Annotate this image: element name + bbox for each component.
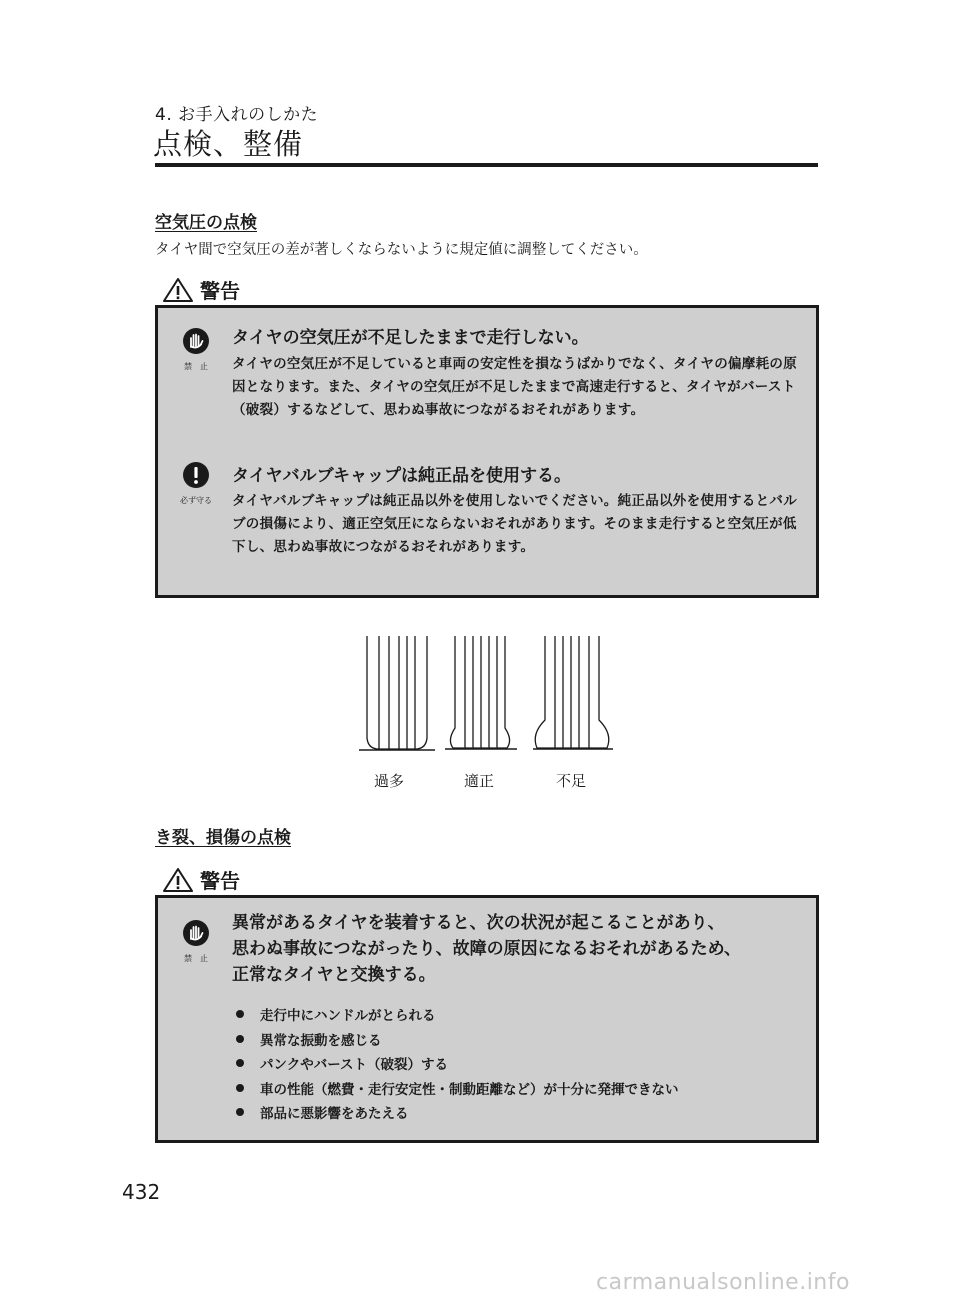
warning-item-heading [232, 910, 741, 988]
warning-panel-air-pressure [155, 305, 819, 598]
warning-header [162, 865, 240, 894]
tire-proper [445, 636, 517, 749]
heading-line: 異常があるタイヤを装着すると、次の状況が起こることがあり、 [232, 913, 725, 933]
prohibited-hand-icon [181, 326, 211, 356]
tire-overinflated [359, 636, 435, 750]
list-item-text: 部品に悪影響をあたえる [260, 1106, 409, 1123]
bullet-icon [236, 1035, 244, 1043]
prohibited-mark [176, 326, 216, 372]
list-item [232, 1100, 679, 1125]
warning-item-body: タイヤバルブキャップは純正品以外を使用しないでください。純正品以外を使用するとバルブの損傷により、適正空気圧にならないおそれがあります。そのまま走行すると空気圧が低下し、思わぬ事故につながるおそれがあります。 [232, 493, 797, 555]
warning-label: 警告 [200, 279, 240, 303]
watermark: carmanualsonline.info [596, 1270, 850, 1295]
chapter-label: 4. お手入れのしかた [155, 105, 319, 125]
warning-triangle-icon [162, 277, 194, 303]
prohibited-hand-icon [181, 918, 211, 948]
list-item-text: 車の性能（燃費・走行安定性・制動距離など）が十分に発揮できない [260, 1081, 679, 1098]
list-item-text: 異常な振動を感じる [260, 1032, 382, 1049]
list-item [232, 1051, 679, 1076]
tire-label-proper: 適正 [464, 772, 495, 790]
warning-label: 警告 [200, 869, 240, 893]
warning-panel-damage [155, 895, 819, 1143]
title-divider [155, 163, 818, 167]
section-heading-air-pressure: 空気圧の点検 [155, 213, 257, 233]
mandatory-mark [176, 460, 216, 506]
heading-line: 正常なタイヤと交換する。 [232, 965, 436, 985]
tire-pressure-figure [355, 628, 625, 763]
warning-item-heading: タイヤの空気圧が不足したままで走行しない。 [232, 328, 589, 348]
list-item-text: パンクやバースト（破裂）する [260, 1057, 449, 1074]
bullet-icon [236, 1084, 244, 1092]
mark-label: 禁 止 [184, 362, 208, 371]
heading-line: 思わぬ事故につながったり、故障の原因になるおそれがあるため、 [232, 939, 741, 959]
page-title: 点検、整備 [153, 127, 304, 161]
warning-item-body: タイヤの空気圧が不足していると車両の安定性を損なうばかりでなく、タイヤの偏摩耗の原因となります。また、タイヤの空気圧が不足したままで高速走行すると、タイヤがバースト（破裂）するなどして、思わぬ事故につながるおそれがあります。 [232, 356, 797, 418]
bullet-icon [236, 1108, 244, 1116]
mark-label: 禁 止 [184, 954, 208, 963]
section-heading-damage: き裂、損傷の点検 [155, 828, 291, 848]
warning-triangle-icon [162, 867, 194, 893]
consequence-list [232, 1002, 679, 1125]
warning-header [162, 275, 240, 304]
list-item-text: 走行中にハンドルがとられる [260, 1008, 436, 1025]
page-number: 432 [122, 1180, 161, 1204]
warning-item-heading: タイヤバルブキャップは純正品を使用する。 [232, 466, 571, 486]
bullet-icon [236, 1059, 244, 1067]
list-item [232, 1076, 679, 1101]
list-item [232, 1027, 679, 1052]
list-item [232, 1002, 679, 1027]
tire-underinflated [533, 636, 613, 749]
prohibited-mark [176, 918, 216, 964]
bullet-icon [236, 1010, 244, 1018]
tire-label-under: 不足 [556, 772, 587, 790]
mark-label: 必ず守る [180, 496, 212, 505]
tire-label-over: 過多 [374, 772, 405, 790]
exclamation-circle-icon [181, 460, 211, 490]
section-description: タイヤ間で空気圧の差が著しくならないように規定値に調整してください。 [155, 242, 648, 258]
